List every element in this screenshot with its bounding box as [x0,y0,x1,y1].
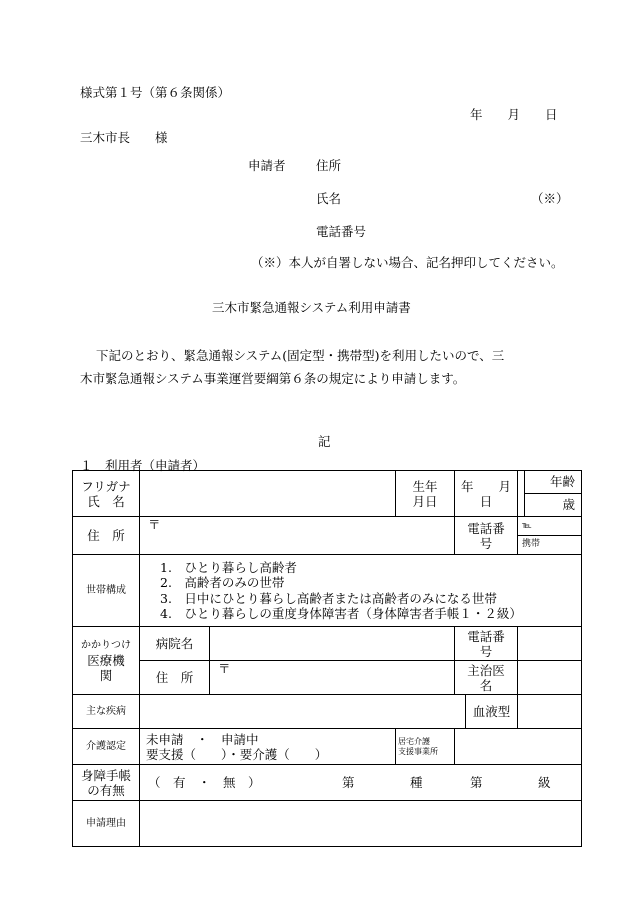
blood-type-label: 血液型 [466,695,518,729]
clinic-label-1: かかりつけ [81,640,131,651]
name-label: 氏 名 [87,493,125,509]
care-office-label-1: 居宅介護 [398,736,431,746]
care-level-options[interactable]: 要支援（ ）・要介護（ ） [146,746,328,762]
household-option-3[interactable]: 3. 日中にひとり暮らし高齢者または高齢者のみになる世帯 [160,590,497,606]
household-option-1[interactable]: 1. ひとり暮らし高齢者 [160,559,297,575]
form-number: 様式第１号（第６条関係） [80,85,231,100]
birth-date-fields: 年 月 日 [461,478,537,509]
doctor-label-cell [455,661,518,695]
user-info-table [72,470,582,847]
clinic-label-2: 医療機 [87,653,125,668]
birth-date-cell[interactable] [455,471,537,517]
reason-input[interactable] [140,801,582,847]
hospital-phone-input[interactable] [518,627,582,661]
handbook-dai-1: 第 [342,774,355,790]
handbook-kyu: 級 [538,774,551,790]
birth-label-1: 生年 [412,478,438,494]
handbook-row [73,765,582,801]
clinic-label-3: 関 [99,668,113,683]
blood-type-input[interactable] [518,695,582,729]
reason-row [73,801,582,847]
body-text-line-1: 下記のとおり、緊急通報システム(固定型・携帯型)を利用したいので、三 [96,348,505,363]
disease-input[interactable] [140,695,466,729]
care-row [73,729,582,765]
applicant-address-label: 住所 [316,158,342,173]
age-label: 年齢 [524,471,581,494]
phone-input-cell[interactable] [518,517,582,555]
clinic-row-2 [73,661,582,695]
phone-label-cell [455,517,518,555]
handbook-fields [140,773,581,793]
seal-mark: （※） [531,191,569,206]
addressee: 三木市長 様 [80,130,168,145]
phone-label-1: 電話番 [467,520,505,536]
care-office-label-2: 支援事業所 [398,746,439,756]
household-options [140,560,581,622]
care-office-input[interactable] [455,729,582,765]
doctor-label-2: 名 [479,677,493,693]
hospital-name-label: 病院名 [140,627,210,661]
handbook-label-cell [73,765,140,801]
age-cell[interactable] [518,471,582,517]
hospital-name-input[interactable] [210,627,455,661]
address-input-cell[interactable] [140,517,455,555]
disease-label: 主な疾病 [73,695,140,729]
doctor-label-1: 主治医 [467,662,505,678]
applicant-label: 申請者 [248,158,286,173]
household-option-4[interactable]: 4. ひとり暮らしの重度身体障害者（身体障害者手帳１・２級） [160,606,522,621]
document-title: 三木市緊急通報システム利用申請書 [212,300,411,315]
hospital-phone-label-cell [455,627,518,661]
body-text-line-2: 木市緊急通報システム事業運営要綱第６条の規定により申請します。 [80,371,466,386]
household-option-2[interactable]: 2. 高齢者のみの世帯 [160,575,285,590]
mobile-label: 携帯 [522,539,541,549]
ki-mark: 記 [318,434,331,449]
address-row [73,517,582,555]
applicant-name-label: 氏名 [316,191,342,206]
clinic-address-label: 住 所 [140,661,210,695]
birth-label-cell [396,471,455,517]
household-row [73,555,582,627]
date-line: 年 月 日 [470,107,558,122]
applicant-phone-label: 電話番号 [316,224,367,239]
handbook-label-1: 身障手帳 [80,767,131,783]
address-label: 住 所 [73,517,140,555]
care-office-label-cell [396,729,455,765]
name-input-cell[interactable] [140,471,396,517]
birth-label-2: 月日 [412,493,438,509]
household-label: 世帯構成 [73,555,140,627]
name-row [73,471,582,517]
reason-label: 申請理由 [73,801,140,847]
hospital-phone-label-1: 電話番 [467,628,505,644]
clinic-postal-mark: 〒 [218,661,231,676]
clinic-row-1 [73,627,582,661]
care-options-cell[interactable] [140,729,396,765]
handbook-yes-no[interactable]: （ 有 ・ 無 ） [148,774,261,790]
section-heading: １ 利用者（申請者） [80,458,206,473]
care-cert-label: 介護認定 [73,729,140,765]
doctor-input[interactable] [518,661,582,695]
hospital-phone-label-2: 号 [479,643,493,659]
furigana-name-label-cell [73,471,140,517]
household-options-cell[interactable] [140,555,582,627]
handbook-label-2: の有無 [87,782,125,798]
self-sign-note: （※）本人が自署しない場合、記名押印してください。 [251,255,564,270]
handbook-input-cell[interactable] [140,765,582,801]
furigana-label: フリガナ [81,478,131,494]
phone-label-2: 号 [479,535,493,551]
clinic-label-cell [73,627,140,695]
age-unit: 歳 [524,494,581,516]
handbook-shu: 種 [410,774,423,790]
care-status-options[interactable]: 未申請 ・ 申請中 [146,731,259,747]
handbook-dai-2: 第 [470,774,483,790]
tel-label: ℡ [518,518,581,536]
clinic-address-input[interactable] [210,661,455,695]
disease-row [73,695,582,729]
postal-mark: 〒 [148,517,161,532]
